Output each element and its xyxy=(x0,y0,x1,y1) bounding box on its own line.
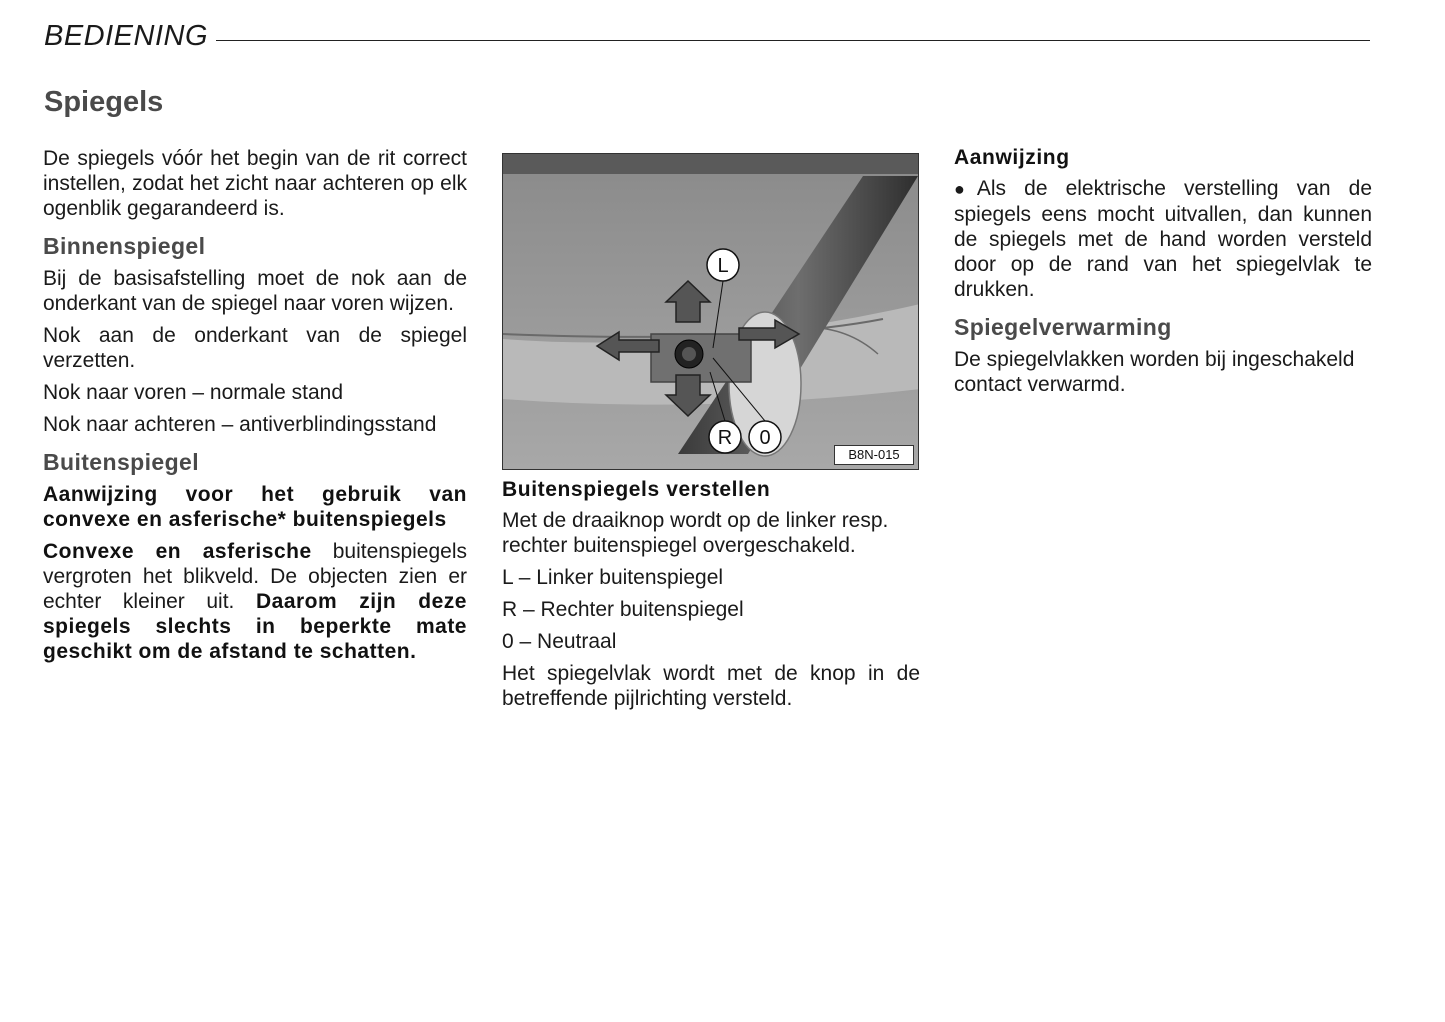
binnenspiegel-heading: Binnenspiegel xyxy=(43,233,206,259)
binnenspiegel-p3: Nok naar voren – normale stand xyxy=(43,381,343,404)
label-0: 0 xyxy=(759,427,771,449)
page-title: Spiegels xyxy=(44,86,164,118)
mirror-control-figure xyxy=(502,153,919,470)
verstellen-p5: Het spiegelvlak wordt met de knop in de betreffende pijlrichting versteld. xyxy=(502,662,920,710)
label-l: L xyxy=(717,255,729,277)
verstellen-p2: L – Linker buitenspiegel xyxy=(502,566,724,589)
header-rule xyxy=(216,40,1370,41)
verstellen-p3: R – Rechter buitenspiegel xyxy=(502,598,744,621)
binnenspiegel-p1: Bij de basisafstelling moet de nok aan de onderkant van de spiegel naar voren wijzen. xyxy=(43,267,467,315)
aanwijzing-heading: Aanwijzing xyxy=(954,146,1070,169)
buitenspiegel-heading: Buitenspiegel xyxy=(43,449,200,475)
verstellen-heading: Buitenspiegels verstellen xyxy=(502,478,771,501)
spiegelverwarming-heading: Spiegelverwarming xyxy=(954,314,1172,340)
buitenspiegel-p1-bold-end: Daarom zijn deze spiegels slechts in beperkte mate geschikt om de afstand te schatten. xyxy=(43,590,467,663)
buitenspiegel-p1 xyxy=(43,539,467,664)
bullet-icon: ● xyxy=(954,179,965,199)
binnenspiegel-p4: Nok naar achteren – antiverblindingsstand xyxy=(43,413,437,436)
label-r: R xyxy=(717,427,733,449)
verstellen-p1: Met de draaiknop wordt op de linker resp. rechter buitenspiegel overgeschakeld. xyxy=(502,509,889,557)
verstellen-p4: 0 – Neutraal xyxy=(502,630,617,653)
right-column xyxy=(954,146,1372,397)
intro-text: De spiegels vóór het begin van de rit correct instellen, zodat het zicht naar achteren op elk ogenblik gegarandeerd is. xyxy=(43,147,467,220)
figure-code: B8N-015 xyxy=(834,445,914,465)
mirror-control-illustration xyxy=(503,154,919,470)
buitenspiegel-note-heading: Aanwijzing voor het gebruik van convexe en asferische* buitenspiegels xyxy=(43,483,467,531)
binnenspiegel-p2: Nok aan de onderkant van de spiegel verzetten. xyxy=(43,324,467,372)
left-column xyxy=(43,146,467,664)
buitenspiegel-p1-text: buitenspiegels vergroten het blikveld. De objecten zien er echter kleiner uit. xyxy=(43,540,467,613)
buitenspiegel-p1-bold: Convexe en asferische xyxy=(43,540,312,563)
spiegelverwarming-text: De spiegelvlakken worden bij ingeschakeld contact verwarmd. xyxy=(954,348,1355,396)
page-header xyxy=(44,18,1370,58)
aanwijzing-body: Als de elektrische verstelling van de spiegels eens mocht uitvallen, dan kunnen de spiegels met de hand worden versteld door op de rand van het spiegelvlak te drukken. xyxy=(954,177,1372,301)
middle-column xyxy=(502,478,920,711)
aanwijzing-text xyxy=(954,176,1372,302)
section-label: BEDIENING xyxy=(44,20,209,52)
